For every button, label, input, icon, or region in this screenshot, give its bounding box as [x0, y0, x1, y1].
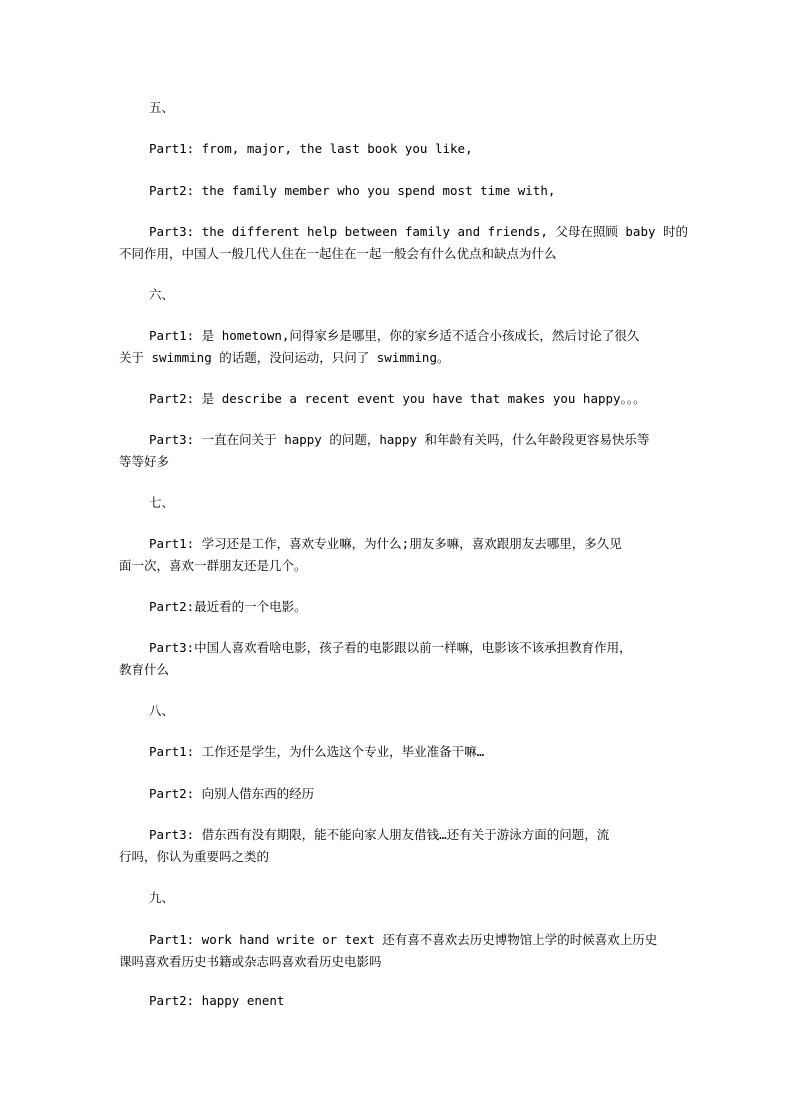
part3-line: Part3: 借东西有没有期限，能不能向家人朋友借钱…还有关于游泳方面的问题，流 — [149, 827, 610, 842]
part1-line-continued: 关于 swimming 的话题，没问运动，只问了 swimming。 — [119, 350, 450, 365]
part2-line: Part2: 向别人借东西的经历 — [149, 786, 315, 801]
part3-line-continued: 等等好多 — [119, 454, 170, 469]
part1-line: Part1: 是 hometown,问得家乡是哪里，你的家乡适不适合小孩成长，然后讨论了很久 — [149, 328, 640, 343]
section-heading-6: 六、 — [149, 287, 175, 302]
part1-line: Part1: from, major, the last book you like, — [149, 141, 473, 156]
part2-line: Part2: the family member who you spend most time with, — [149, 183, 556, 198]
part2-line: Part2:最近看的一个电影。 — [149, 599, 307, 614]
section-heading-7: 七、 — [149, 495, 175, 510]
part3-line: Part3: the different help between family and friends, 父母在照顾 baby 时的 — [149, 224, 689, 239]
part2-line: Part2: happy enent — [149, 993, 285, 1008]
part1-line-continued: 面一次，喜欢一群朋友还是几个。 — [119, 558, 307, 573]
part1-line: Part1: work hand write or text 还有喜不喜欢去历史博物馆上学的时候喜欢上历史 — [149, 932, 658, 947]
section-heading-8: 八、 — [149, 703, 175, 718]
part3-line-continued: 行吗，你认为重要吗之类的 — [119, 849, 270, 864]
section-heading-5: 五、 — [149, 100, 175, 115]
part3-line-continued: 教育什么 — [119, 662, 170, 677]
part3-line: Part3:中国人喜欢看啥电影，孩子看的电影跟以前一样嘛，电影该不该承担教育作用， — [149, 640, 632, 655]
part3-line: Part3: 一直在问关于 happy 的问题，happy 和年龄有关吗，什么年龄段更容易快乐等 — [149, 432, 650, 447]
part1-line: Part1: 工作还是学生，为什么选这个专业，毕业准备干嘛… — [149, 744, 485, 759]
part2-line: Part2: 是 describe a recent event you have that makes you happy。。。 — [149, 391, 646, 406]
section-heading-9: 九、 — [149, 890, 175, 905]
part3-line-continued: 不同作用，中国人一般几代人住在一起住在一起一般会有什么优点和缺点为什么 — [119, 246, 557, 261]
part1-line-continued: 课吗喜欢看历史书籍或杂志吗喜欢看历史电影吗 — [119, 954, 382, 969]
part1-line: Part1: 学习还是工作，喜欢专业嘛，为什么;朋友多嘛，喜欢跟朋友去哪里，多久见 — [149, 536, 622, 551]
